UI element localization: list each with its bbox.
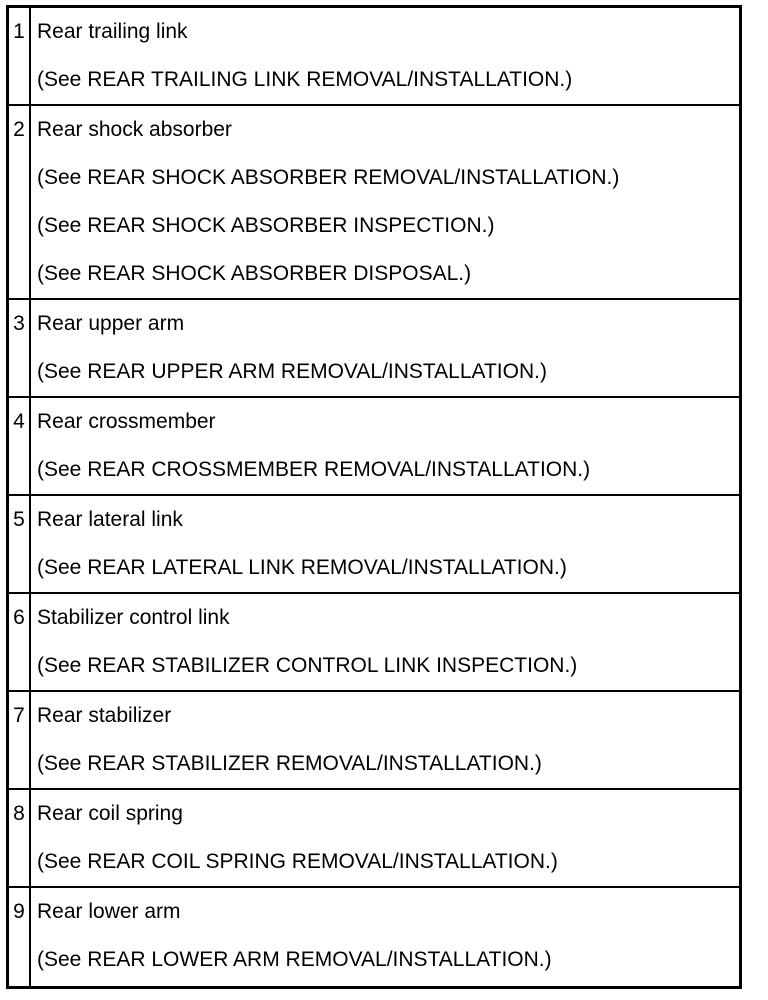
table-row	[8, 7, 741, 106]
item-description	[30, 105, 741, 299]
item-number: 4	[8, 397, 31, 495]
part-name: Rear shock absorber	[37, 118, 232, 141]
part-name: Rear upper arm	[37, 312, 185, 335]
table-row	[8, 495, 741, 593]
item-number: 2	[8, 105, 31, 299]
item-number: 9	[8, 887, 31, 988]
part-name: Rear crossmember	[37, 410, 216, 433]
item-description	[30, 887, 741, 988]
parts-table-body	[8, 7, 741, 988]
reference-link[interactable]: (See REAR STABILIZER CONTROL LINK INSPECTION.)	[37, 654, 578, 677]
item-description	[30, 691, 741, 789]
reference-link[interactable]: (See REAR SHOCK ABSORBER DISPOSAL.)	[37, 262, 472, 285]
reference-link[interactable]: (See REAR LOWER ARM REMOVAL/INSTALLATION.)	[37, 948, 552, 971]
part-name: Rear lateral link	[37, 508, 183, 531]
table-row	[8, 691, 741, 789]
table-row	[8, 593, 741, 691]
item-number: 5	[8, 495, 31, 593]
item-number: 7	[8, 691, 31, 789]
item-number: 1	[8, 7, 31, 106]
reference-link[interactable]: (See REAR COIL SPRING REMOVAL/INSTALLATION.)	[37, 850, 558, 873]
item-description	[30, 397, 741, 495]
part-name: Stabilizer control link	[37, 606, 230, 629]
parts-table	[6, 5, 742, 989]
reference-link[interactable]: (See REAR UPPER ARM REMOVAL/INSTALLATION.)	[37, 360, 547, 383]
table-row	[8, 299, 741, 397]
part-name: Rear trailing link	[37, 20, 188, 43]
item-description	[30, 495, 741, 593]
item-description	[30, 299, 741, 397]
reference-link[interactable]: (See REAR STABILIZER REMOVAL/INSTALLATION.)	[37, 752, 542, 775]
reference-link[interactable]: (See REAR SHOCK ABSORBER INSPECTION.)	[37, 214, 495, 237]
item-description	[30, 789, 741, 887]
reference-link[interactable]: (See REAR CROSSMEMBER REMOVAL/INSTALLATION.)	[37, 458, 591, 481]
item-description	[30, 593, 741, 691]
item-number: 6	[8, 593, 31, 691]
part-name: Rear stabilizer	[37, 704, 172, 727]
item-number: 8	[8, 789, 31, 887]
table-row	[8, 789, 741, 887]
reference-link[interactable]: (See REAR LATERAL LINK REMOVAL/INSTALLATION.)	[37, 556, 567, 579]
item-description	[30, 7, 741, 106]
part-name: Rear coil spring	[37, 802, 183, 825]
item-number: 3	[8, 299, 31, 397]
reference-link[interactable]: (See REAR SHOCK ABSORBER REMOVAL/INSTALLATION.)	[37, 166, 620, 189]
reference-link[interactable]: (See REAR TRAILING LINK REMOVAL/INSTALLATION.)	[37, 68, 573, 91]
table-row	[8, 105, 741, 299]
table-row	[8, 397, 741, 495]
part-name: Rear lower arm	[37, 900, 181, 923]
table-row	[8, 887, 741, 988]
